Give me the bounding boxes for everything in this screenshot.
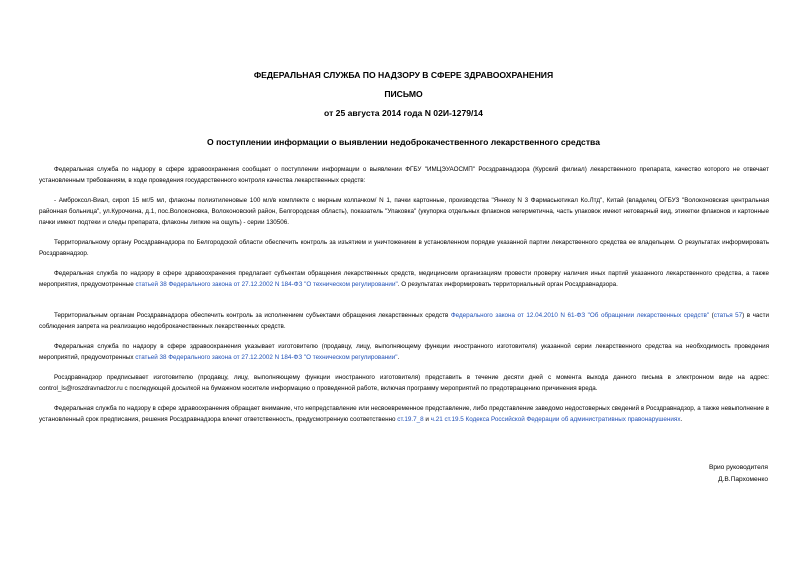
signature-title: Врио руководителя [708, 464, 768, 471]
paragraph-8-text-b: . [680, 415, 683, 423]
paragraph-6-text-b: . [397, 353, 400, 361]
law-184fz-link-2[interactable]: статьей 38 Федерального закона от 27.12.2002 N 184-ФЗ "О техническом регулировании" [135, 353, 398, 361]
koap-19-5-link[interactable]: ч.21 ст.19.5 Кодекса Российской Федерации об административных правонарушениях [430, 415, 681, 423]
koap-19-7-8-link[interactable]: ст.19.7_8 [397, 415, 424, 423]
law-184fz-link[interactable]: статьей 38 Федерального закона от 27.12.2002 N 184-ФЗ "О техническом регулировании" [135, 280, 398, 288]
paragraph-7: Росздравнадзор предписывает изготовителю (продавцу, лицу, выполняющему функции иностранного изготовителя) представить в течение десяти дней с момента выхода данного письма в электронном виде на адрес: control_ls@roszdravnadzor.ru с последующей досылкой на бумажном носителе информацию о проведенной работе, включая программу мероприятий по предотвращению причинения вреда. [39, 374, 769, 392]
paragraph-8 [39, 404, 769, 427]
paragraph-4-text-b: . О результатах информировать территориальный орган Росздравнадзора. [397, 280, 618, 288]
paragraph-2: - Амброксол-Виал, сироп 15 мг/5 мл, флаконы полиэтиленовые 100 мл/в комплекте с мерным колпачком/ N 1, пачки картонные, производства "Яннкоу N 3 Фармасьютикал Ко.Лтд", Китай (владелец ОГБУЗ "Волоконовская центральная районная больница", ул.Курочкина, д.1, пос.Волоконовка, Волоконовский район, Белгородская область), показатель "Упаковка" (укупорка отдельных флаконов негерметична, часть упаковок имеют нетоварный вид, этикетки флаконов и картонные пачки имеют подтеки и следы препарата, флаконы липкие на ощупь) - серии 130506. [39, 197, 769, 226]
paragraph-5-text-a: Территориальным органам Росздравнадзора обеспечить контроль за исполнением субъектами обращения лекарственных средств [54, 312, 451, 319]
article-57-link[interactable]: статья 57 [713, 312, 743, 319]
paragraph-5 [39, 311, 769, 334]
paragraph-4-text-a: Федеральная служба по надзору в сфере здравоохранения предлагает субъектам обращения лекарственных средств, медицинским организациям провести проверку наличия иных партий указанного лекарственного средства, а также мероприятия, предусмотренные [39, 270, 769, 288]
paragraph-8-text-a: Федеральная служба по надзору в сфере здравоохранения обращает внимание, что непредставление или несвоевременное представление, либо представление заведомо недостоверных сведений в Росздравнадзор, а также невыполнение в установленный срок предписания, решения Росздравнадзора влечет ответственность, предусмотренную соответственно [39, 405, 769, 423]
paragraph-6 [39, 342, 769, 365]
agency-title: ФЕДЕРАЛЬНАЯ СЛУЖБА ПО НАДЗОРУ В СФЕРЕ ЗДРАВООХРАНЕНИЯ [253, 70, 554, 80]
signature-name: Д.В.Пархоменко [718, 476, 768, 483]
paragraph-8-text-mid: и [423, 415, 431, 423]
paragraph-3: Территориальному органу Росздравнадзора по Белгородской области обеспечить контроль за изъятием и уничтожением в установленном порядке указанной партии лекарственного средства ее владельцем. О результатах информировать Росздравнадзор. [39, 239, 769, 257]
paragraph-5-text-mid: ( [709, 312, 714, 319]
document-date-number: от 25 августа 2014 года N 02И-1279/14 [324, 108, 483, 118]
document-subject: О поступлении информации о выявлении недоброкачественного лекарственного средства [207, 137, 600, 147]
document-type: ПИСЬМО [384, 89, 423, 99]
law-61fz-link[interactable]: Федерального закона от 12.04.2010 N 61-ФЗ "Об обращении лекарственных средств" [450, 312, 710, 319]
paragraph-5-text-b: ) в части соблюдения запрета на реализацию недоброкачественных лекарственных средств. [39, 312, 769, 330]
paragraph-4 [39, 269, 769, 303]
paragraph-1: Федеральная служба по надзору в сфере здравоохранения сообщает о поступлении информации о выявлении ФГБУ "ИМЦЭУАОСМП" Росздравнадзора (Курский филиал) лекарственного препарата, качество которого не отвечает установленным требованиям, в ходе проведения государственного контроля качества лекарственных средств: [39, 166, 769, 184]
paragraph-6-text-a: Федеральная служба по надзору в сфере здравоохранения указывает изготовителю (продавцу, лицу, выполняющему функции иностранного изготовителя) указанной серии лекарственного средства на необходимость проведения мероприятий, предусмотренных [39, 343, 769, 361]
